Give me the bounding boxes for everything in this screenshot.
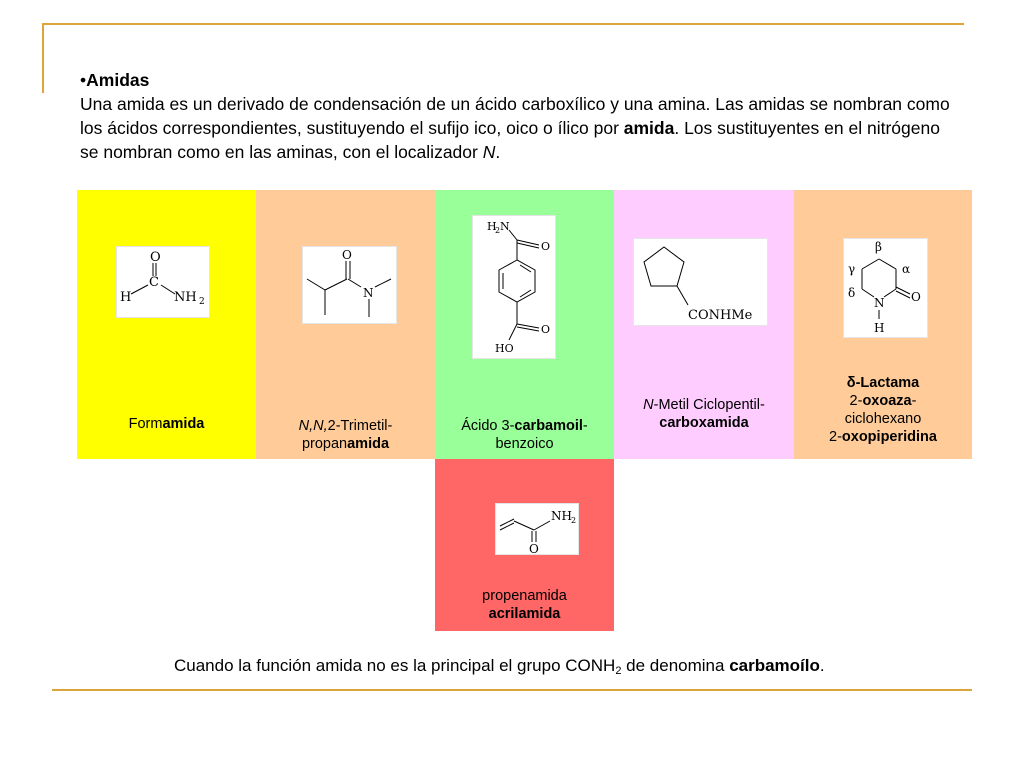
atom-o: O xyxy=(342,248,352,262)
atom-h2n-n: N xyxy=(500,220,510,233)
atom-h: H xyxy=(874,321,885,335)
atom-n: N xyxy=(363,286,374,300)
top-rule xyxy=(42,23,964,25)
section-heading: Amidas xyxy=(86,70,150,90)
structure-trimetilpropanamida xyxy=(302,246,397,324)
intro-bold-word: amida xyxy=(623,118,675,138)
structure-acrilamida xyxy=(495,503,579,555)
atom-nh: NH xyxy=(551,509,572,523)
label-delta: δ xyxy=(848,286,856,300)
cell-delta-lactama xyxy=(794,190,972,459)
structure-delta-lactama xyxy=(843,238,928,338)
group-conhme: CONHMe xyxy=(688,308,753,323)
cell-acido-carbamoilbenzoico xyxy=(435,190,614,459)
name-formamida: Formamida xyxy=(128,416,205,432)
name-trimetilpropanamida: N,N,2-Trimetil- propanamida xyxy=(298,418,393,452)
cell-trimetilpropanamida xyxy=(256,190,435,459)
atom-o: O xyxy=(150,250,161,265)
atom-h: H xyxy=(120,290,132,305)
name-metilciclopentilcarboxamida: N-Metil Ciclopentil- carboxamida xyxy=(643,397,765,431)
atom-nh-sub: 2 xyxy=(571,516,577,525)
structure-metilciclopentilcarboxamida xyxy=(633,238,768,326)
intro-text-3: . xyxy=(495,142,501,162)
label-beta: β xyxy=(875,240,882,254)
name-delta-lactama: δ-Lactama 2-oxoaza- ciclohexano 2-oxopiperidina xyxy=(829,375,937,445)
label-gamma: γ xyxy=(848,262,856,276)
intro-text-2: . Los sustituyentes en el nitrógeno se nombran como en las aminas, con el localizador xyxy=(80,118,940,162)
atom-o: O xyxy=(911,290,921,304)
structure-formamida xyxy=(116,246,210,318)
atom-h2n-h: H xyxy=(487,220,497,233)
atom-o-top: O xyxy=(541,240,551,253)
intro-text-1: Una amida es un derivado de condensación de un ácido carboxílico y una amina. Las amidas se nombran como los ácidos correspondientes, sustituyendo el sufijo ico, oico o ílico por xyxy=(80,94,950,138)
structure-acido-carbamoilbenzoico xyxy=(472,215,556,359)
cell-metilciclopentilcarboxamida xyxy=(614,190,794,459)
atom-n: N xyxy=(874,296,885,310)
atom-nh-sub: 2 xyxy=(199,297,205,307)
cell-acrilamida xyxy=(435,459,614,631)
bottom-rule xyxy=(52,689,972,691)
name-acido-carbamoilbenzoico: Ácido 3-carbamoil- benzoico xyxy=(461,418,588,452)
cell-formamida xyxy=(77,190,256,459)
atom-c: C xyxy=(149,275,159,290)
atom-ho: HO xyxy=(495,342,514,355)
intro-paragraph xyxy=(80,68,960,164)
name-acrilamida: propenamida acrilamida xyxy=(482,588,567,622)
left-rule xyxy=(42,23,44,93)
intro-locator: N xyxy=(482,142,496,162)
atom-h2n-sub: 2 xyxy=(495,226,501,235)
atom-nh: NH xyxy=(174,290,197,305)
bullet: • xyxy=(80,70,87,90)
label-alpha: α xyxy=(902,262,911,276)
footer-note: Cuando la función amida no es la principal el grupo $CONH_2$ de denomina carbamoílo. xyxy=(174,656,825,677)
atom-o-bottom: O xyxy=(541,323,551,336)
atom-o: O xyxy=(529,542,539,554)
